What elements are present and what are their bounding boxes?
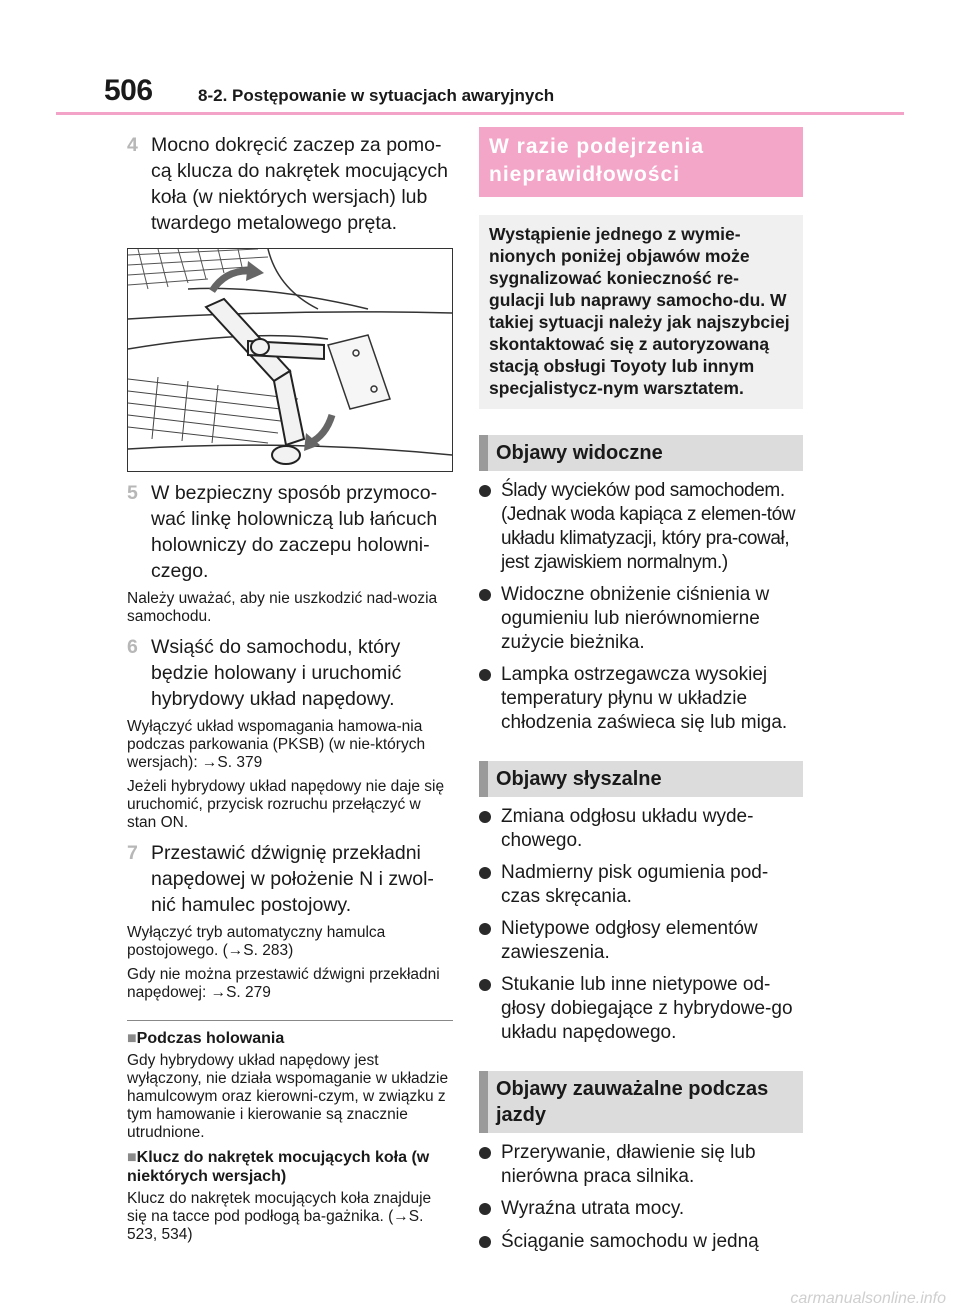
step-text: Przestawić dźwignię przekładni napędowej w położenie N i zwol-nić hamulec postojowy. — [151, 842, 434, 916]
section-heading-audible: Objawy słyszalne — [479, 761, 803, 797]
list-item: Ściąganie samochodu w jedną — [479, 1230, 803, 1255]
chapter-title: 8-2. Postępowanie w sytuacjach awaryjnych — [198, 86, 555, 105]
page-header — [0, 0, 960, 118]
list-item: Widoczne obniżenie ciśnienia w ogumieniu lub nierównomierne zużycie bieżnika. — [479, 583, 803, 655]
subsection-heading-wrench — [127, 1148, 453, 1186]
list-item: Lampka ostrzegawcza wysokiej temperatury płynu w układzie chłodzenia zaświeca się lub miga. — [479, 663, 803, 735]
step-text: W bezpieczny sposób przymoco-wać linkę holowniczą lub łańcuch holowniczy do zaczepu holowni-czego. — [151, 482, 438, 582]
left-column — [127, 124, 453, 1244]
bullet-icon — [479, 479, 501, 575]
bullet-icon — [479, 973, 501, 1045]
subsection-text-towing: Gdy hybrydowy układ napędowy jest wyłączony, nie działa wspomaganie w układzie hamulcowym oraz kierowni-czym, w związku z tym hamowanie i kierowanie są znacznie utrudnione. — [127, 1052, 449, 1141]
step-number: 4 — [127, 134, 138, 156]
list-item: Zmiana odgłosu układu wyde-chowego. — [479, 805, 803, 853]
list-item: Wyraźna utrata mocy. — [479, 1197, 803, 1222]
step-7-note-parking-brake: Wyłączyć tryb automatyczny hamulca postojowego. (→S. 283) — [127, 924, 386, 959]
bullet-icon — [479, 917, 501, 965]
bullet-icon — [479, 583, 501, 655]
page-number: 506 — [104, 74, 153, 107]
step-number: 6 — [127, 636, 138, 658]
right-column — [479, 127, 803, 1255]
list-item: Przerywanie, dławienie się lub nierówna praca silnika. — [479, 1141, 803, 1189]
site-watermark: carmanualsonline.info — [790, 1290, 946, 1307]
subsection-title: Podczas holowania — [136, 1030, 285, 1047]
step-6-note-start: Jeżeli hybrydowy układ napędowy nie daje się uruchomić, przycisk rozruchu przełączyć w stan ON. — [127, 778, 445, 831]
step-6 — [127, 634, 453, 712]
subsection-title: Klucz do nakrętek mocujących koła (w niektórych wersjach) — [127, 1149, 430, 1185]
header-divider — [56, 112, 904, 115]
bullet-icon — [479, 1141, 501, 1189]
bullet-icon — [479, 1197, 501, 1222]
intro-box: Wystąpienie jednego z wymie-nionych poniżej objawów może sygnalizować konieczność re-gulacji lub naprawy samocho-du. W takiej sytuacji należy jak najszybciej skontaktować się z autoryzowaną stacją obsługi Toyoty lub innym specjalistycz-nym warsztatem. — [479, 215, 803, 409]
step-6-note-pksb: Wyłączyć układ wspomagania hamowa-nia podczas parkowania (PKSB) (w nie-których wersjach): →S. 379 — [127, 718, 426, 771]
square-bullet-icon: ■ — [127, 1030, 137, 1047]
step-4 — [127, 132, 453, 236]
step-7 — [127, 840, 453, 918]
square-bullet-icon: ■ — [127, 1149, 137, 1166]
list-item: Nietypowe odgłosy elementów zawieszenia. — [479, 917, 803, 965]
step-5 — [127, 480, 453, 584]
step-text: Wsiąść do samochodu, który będzie holowany i uruchomić hybrydowy układ napędowy. — [151, 636, 402, 710]
bullet-icon — [479, 861, 501, 909]
bullet-icon — [479, 805, 501, 853]
list-item: Ślady wycieków pod samochodem. (Jednak woda kapiąca z elemen-tów układu klimatyzacji, który pra-cował, jest zjawiskiem normalnym.) — [479, 479, 803, 575]
list-item: Nadmierny pisk ogumienia pod-czas skręcania. — [479, 861, 803, 909]
bullet-icon — [479, 1230, 501, 1255]
step-number: 5 — [127, 482, 138, 504]
step-7-note-shift-lever: Gdy nie można przestawić dźwigni przekładni napędowej: →S. 279 — [127, 966, 440, 1001]
section-divider — [127, 1020, 453, 1021]
bullet-icon — [479, 663, 501, 735]
list-item: Stukanie lub inne nietypowe od-głosy dobiegające z hybrydowe-go układu napędowego. — [479, 973, 803, 1045]
section-banner: W razie podejrzenia nieprawidłowości — [479, 127, 803, 197]
subsection-text-wrench: Klucz do nakrętek mocujących koła znajduje się na tacce pod podłogą ba-gażnika. (→S. 523, 534) — [127, 1190, 432, 1243]
subsection-heading-towing — [127, 1029, 453, 1048]
step-text: Mocno dokręcić zaczep za pomo-cą klucza do nakrętek mocujących koła (w niektórych wersjach) lub twardego metalowego pręta. — [151, 134, 448, 234]
section-heading-driving: Objawy zauważalne podczas jazdy — [479, 1071, 803, 1133]
tow-hook-illustration — [127, 248, 453, 472]
tow-hook-wrench-drawing — [128, 249, 452, 471]
step-5-note: Należy uważać, aby nie uszkodzić nad-wozia samochodu. — [127, 590, 438, 625]
step-number: 7 — [127, 842, 138, 864]
section-heading-visible: Objawy widoczne — [479, 435, 803, 471]
